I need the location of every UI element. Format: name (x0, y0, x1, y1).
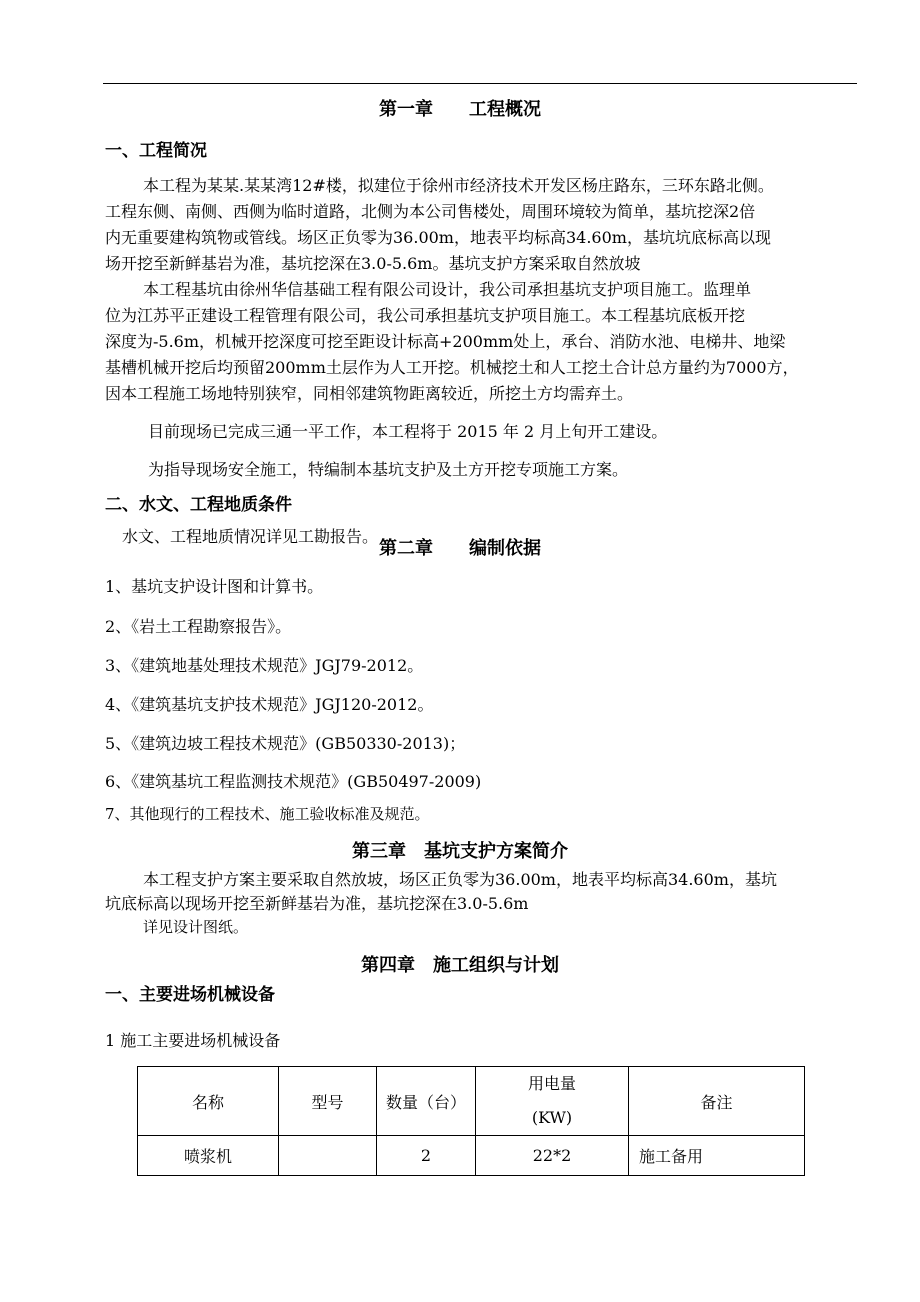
list-item: 7、其他现行的工程技术、施工验收标准及规范。 (105, 805, 430, 823)
list-item: 4、《建筑基坑支护技术规范》JGJ120-2012。 (105, 695, 434, 714)
paragraph-line: 场开挖至新鲜基岩为准，基坑挖深在3.0-5.6m。基坑支护方案采取自然放坡 (105, 254, 641, 273)
list-item: 6、《建筑基坑工程监测技术规范》(GB50497-2009) (105, 772, 482, 791)
paragraph-line: 深度为-5.6m，机械开挖深度可挖至距设计标高+200mm处上，承台、消防水池、电梯井、地梁 (105, 332, 786, 351)
header-cell: 数量（台） (377, 1067, 476, 1136)
section-heading: 二、水文、工程地质条件 (105, 495, 292, 515)
paragraph: 水文、工程地质情况详见工勘报告。 (122, 527, 379, 546)
table-header-row (138, 1067, 805, 1136)
paragraph-line: 工程东侧、南侧、西侧为临时道路，北侧为本公司售楼处，周围环境较为简单，基坑挖深2倍 (105, 202, 756, 221)
paragraph-line: 坑底标高以现场开挖至新鲜基岩为准，基坑挖深在3.0-5.6m (105, 894, 529, 913)
chapter-1-title: 第一章 工程概况 (379, 99, 541, 120)
list-item: 3、《建筑地基处理技术规范》JGJ79-2012。 (105, 656, 424, 675)
chapter-2-title: 第二章 编制依据 (379, 538, 541, 559)
cell-power: 22*2 (476, 1136, 629, 1176)
section-heading: 一、主要进场机械设备 (105, 985, 275, 1005)
paragraph-line: 基槽机械开挖后均预留200mm土层作为人工开挖。机械挖土和人工挖土合计总方量约为7000方， (105, 358, 799, 377)
table-row (138, 1136, 805, 1176)
cell-name: 喷浆机 (138, 1136, 279, 1176)
list-item: 2、《岩土工程勘察报告》。 (105, 617, 292, 636)
header-text: 用电量 (527, 1074, 576, 1093)
paragraph-line: 本工程为某某.某某湾12#楼，拟建位于徐州市经济技术开发区杨庄路东，三环东路北侧。 (143, 176, 774, 195)
header-cell: 名称 (138, 1067, 279, 1136)
list-item: 1、基坑支护设计图和计算书。 (105, 577, 324, 596)
paragraph-line: 因本工程施工场地特别狭窄，同相邻建筑物距离较近，所挖土方均需弃土。 (105, 384, 634, 403)
paragraph: 目前现场已完成三通一平工作，本工程将于 2015 年 2 月上旬开工建设。 (148, 422, 668, 441)
paragraph-line: 内无重要建构筑物或管线。场区正负零为36.00m，地表平均标高34.60m，基坑坑底标高以现 (105, 228, 771, 247)
header-cell: 型号 (279, 1067, 377, 1136)
paragraph: 为指导现场安全施工，特编制本基坑支护及土方开挖专项施工方案。 (148, 460, 629, 479)
chapter-4-title: 第四章 施工组织与计划 (361, 955, 559, 976)
cell-note: 施工备用 (629, 1136, 805, 1176)
header-rule (103, 83, 857, 84)
paragraph-line: 位为江苏平正建设工程管理有限公司，我公司承担基坑支护项目施工。本工程基坑底板开挖 (105, 306, 746, 325)
header-cell (476, 1067, 629, 1136)
section-heading: 一、工程简况 (105, 141, 207, 161)
chapter-3-title: 第三章 基坑支护方案简介 (352, 841, 568, 862)
cell-model (279, 1136, 377, 1176)
table-caption: 1 施工主要进场机械设备 (105, 1031, 281, 1050)
list-item: 5、《建筑边坡工程技术规范》(GB50330-2013)； (105, 734, 466, 753)
paragraph-line: 详见设计图纸。 (143, 918, 249, 936)
paragraph-line: 本工程基坑由徐州华信基础工程有限公司设计，我公司承担基坑支护项目施工。监理单 (143, 280, 752, 299)
header-cell: 备注 (629, 1067, 805, 1136)
paragraph-line: 本工程支护方案主要采取自然放坡，场区正负零为36.00m，地表平均标高34.60m，基坑 (143, 870, 777, 889)
equipment-table (137, 1066, 805, 1176)
cell-qty: 2 (377, 1136, 476, 1176)
header-unit: (KW) (531, 1108, 573, 1127)
